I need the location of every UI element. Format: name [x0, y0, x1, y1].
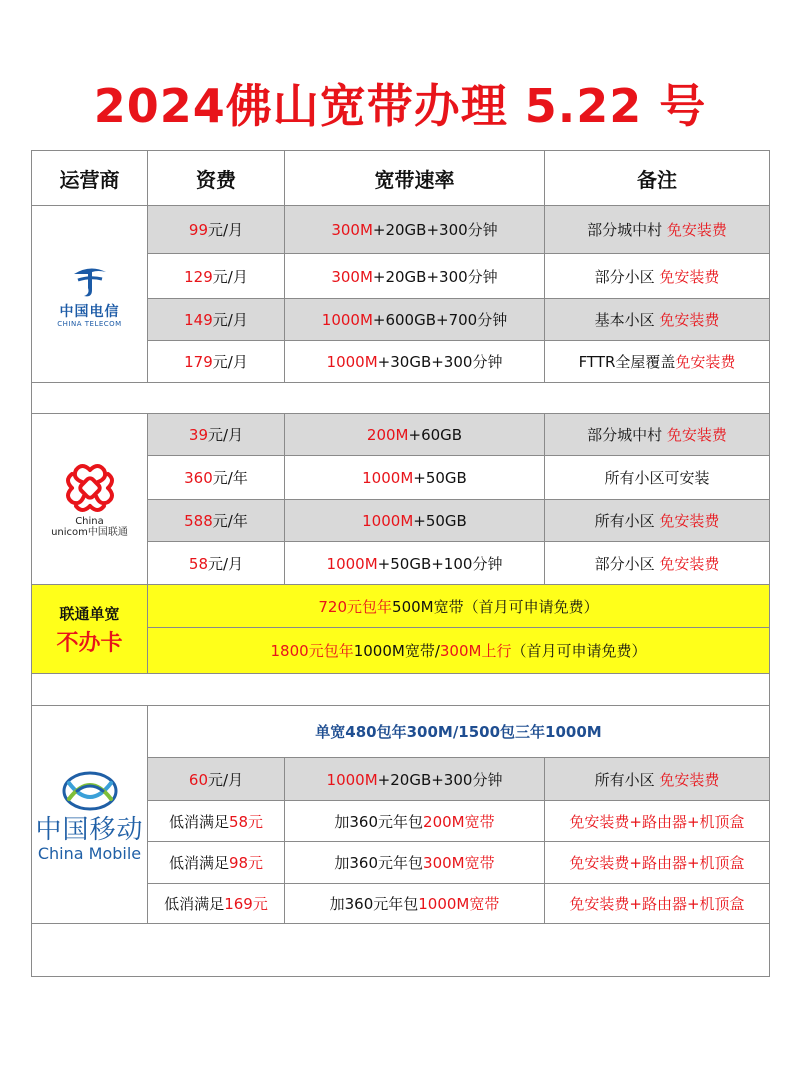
mobile-combo-price-1: 低消满足58元 — [148, 801, 285, 842]
header-price: 资费 — [148, 151, 285, 206]
unicom-price-3: 588元/年 — [148, 500, 285, 542]
telecom-price-1: 99元/月 — [148, 206, 285, 254]
mobile-speed-1: 1000M+20GB+300分钟 — [285, 758, 545, 801]
telecom-note-3: 基本小区 免安装费 — [545, 299, 770, 341]
china-unicom-logo — [32, 460, 147, 538]
mobile-combo-note-3: 免安装费+路由器+机顶盒 — [545, 884, 770, 924]
mobile-note-1: 所有小区 免安装费 — [545, 758, 770, 801]
unicom-price-2: 360元/年 — [148, 456, 285, 500]
unicom-speed-2: 1000M+50GB — [285, 456, 545, 500]
unicom-single-label-1: 联通单宽 — [59, 605, 120, 623]
mobile-logo-cell — [32, 706, 148, 924]
unicom-speed-3: 1000M+50GB — [285, 500, 545, 542]
mobile-combo-speed-3: 加360元年包1000M宽带 — [285, 884, 545, 924]
unicom-speed-4: 1000M+50GB+100分钟 — [285, 542, 545, 585]
header-speed: 宽带速率 — [285, 151, 545, 206]
unicom-name-line2: unicom中国联通 — [51, 527, 128, 538]
unicom-single-plan-2: 1800元包年1000M宽带/300M上行（首月可申请免费） — [148, 628, 770, 674]
china-telecom-logo — [32, 260, 147, 328]
table-row — [32, 414, 770, 456]
spacer-row — [32, 383, 770, 414]
unicom-price-1: 39元/月 — [148, 414, 285, 456]
china-mobile-logo — [32, 767, 147, 863]
telecom-speed-1: 300M+20GB+300分钟 — [285, 206, 545, 254]
unicom-speed-1: 200M+60GB — [285, 414, 545, 456]
mobile-combo-price-2: 低消满足98元 — [148, 842, 285, 884]
table-row — [32, 206, 770, 254]
mobile-ribbon-icon — [59, 767, 121, 815]
table-row — [32, 585, 770, 628]
mobile-combo-note-2: 免安装费+路由器+机顶盒 — [545, 842, 770, 884]
header-notes: 备注 — [545, 151, 770, 206]
unicom-knot-icon — [62, 460, 118, 516]
mobile-name-cn: 中国移动 — [35, 814, 144, 845]
unicom-single-label — [32, 585, 148, 674]
unicom-logo-cell — [32, 414, 148, 585]
header-operator: 运营商 — [32, 151, 148, 206]
unicom-single-label-2: 不办卡 — [56, 631, 123, 656]
telecom-note-1: 部分城中村 免安装费 — [545, 206, 770, 254]
unicom-note-4: 部分小区 免安装费 — [545, 542, 770, 585]
mobile-name-en: China Mobile — [37, 843, 142, 863]
telecom-price-2: 129元/月 — [148, 254, 285, 299]
mobile-combo-price-3: 低消满足169元 — [148, 884, 285, 924]
spacer-row — [32, 924, 770, 977]
mobile-combo-speed-2: 加360元年包300M宽带 — [285, 842, 545, 884]
telecom-swoosh-icon — [68, 260, 112, 304]
table-row — [32, 706, 770, 758]
telecom-speed-3: 1000M+600GB+700分钟 — [285, 299, 545, 341]
broadband-price-table — [31, 150, 770, 977]
unicom-note-1: 部分城中村 免安装费 — [545, 414, 770, 456]
telecom-price-3: 149元/月 — [148, 299, 285, 341]
mobile-combo-note-1: 免安装费+路由器+机顶盒 — [545, 801, 770, 842]
unicom-price-4: 58元/月 — [148, 542, 285, 585]
telecom-name-cn: 中国电信 — [59, 304, 120, 320]
telecom-speed-4: 1000M+30GB+300分钟 — [285, 341, 545, 383]
mobile-combo-speed-1: 加360元年包200M宽带 — [285, 801, 545, 842]
mobile-banner: 单宽480包年300M/1500包三年1000M — [148, 706, 770, 758]
telecom-note-2: 部分小区 免安装费 — [545, 254, 770, 299]
mobile-price-1: 60元/月 — [148, 758, 285, 801]
telecom-speed-2: 300M+20GB+300分钟 — [285, 254, 545, 299]
unicom-name-line1: China — [75, 516, 104, 527]
telecom-note-4: FTTR全屋覆盖免安装费 — [545, 341, 770, 383]
telecom-logo-cell — [32, 206, 148, 383]
spacer-row — [32, 674, 770, 706]
unicom-single-plan-1: 720元包年500M宽带（首月可申请免费） — [148, 585, 770, 628]
unicom-note-2: 所有小区可安装 — [545, 456, 770, 500]
unicom-note-3: 所有小区 免安装费 — [545, 500, 770, 542]
table-header-row — [32, 151, 770, 206]
page-title: 2024佛山宽带办理 5.22 号 — [93, 79, 707, 133]
telecom-name-en: CHINA TELECOM — [57, 320, 122, 328]
telecom-price-4: 179元/月 — [148, 341, 285, 383]
